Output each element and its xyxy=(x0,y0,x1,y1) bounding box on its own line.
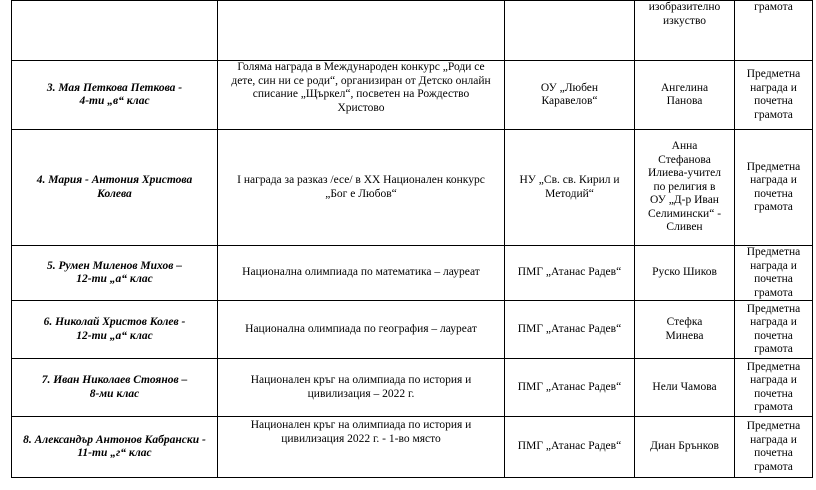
award-cell xyxy=(735,130,813,246)
cell-text-line: списание „Щъркел“, посветен на Рождество xyxy=(252,88,470,100)
cell-text-line: Предметна xyxy=(746,360,801,373)
cell-text-line: Национална олимпиада по математика – лауреат xyxy=(242,266,480,279)
school-cell xyxy=(505,130,635,246)
student-cell xyxy=(12,246,218,301)
cell-text-line: изкуство xyxy=(662,14,707,27)
cell-text-line: 5. Румен Миленов Михов – xyxy=(47,259,182,272)
teacher-cell xyxy=(635,61,735,130)
cell-text-line: Сливен xyxy=(666,221,703,234)
cell-text-line: цивилизация 2022 г. - 1-во място xyxy=(281,432,441,445)
cell-text-line: Панова xyxy=(666,95,703,107)
cell-text-line: Стефка xyxy=(666,316,703,328)
cell-text-line: почетна xyxy=(754,387,793,400)
award-cell xyxy=(735,359,813,417)
cell-text-line: награда и xyxy=(750,81,797,94)
student-cell xyxy=(12,359,218,417)
cell-text-line: Методий“ xyxy=(545,187,594,200)
cell-text-line: по религия в xyxy=(653,180,716,193)
cell-text-line: Селимински“ - xyxy=(647,207,722,220)
cell-text-line: Стефанова xyxy=(658,153,711,166)
cell-text-line: Голяма награда в Международен конкурс „Роди се xyxy=(237,61,485,73)
award-cell xyxy=(735,1,813,61)
school-cell xyxy=(505,417,635,478)
cell-text-line: Диан Брънков xyxy=(650,440,719,453)
table-row xyxy=(12,246,813,301)
cell-text-line: грамота xyxy=(754,201,793,213)
achievement-cell xyxy=(218,130,505,246)
cell-text-line: Минева xyxy=(665,329,704,342)
cell-text-line: 7. Иван Николаев Стоянов – xyxy=(41,374,188,386)
awards-table xyxy=(11,0,813,478)
cell-text-line: Национален кръг на олимпиада по история и xyxy=(250,419,472,431)
achievement-cell xyxy=(218,246,505,301)
cell-text-line: Предметна xyxy=(746,420,801,432)
cell-text-line: награда и xyxy=(750,316,797,328)
cell-text-line: Предметна xyxy=(746,160,801,173)
table-row xyxy=(12,61,813,130)
cell-text-line: ПМГ „Атанас Радев“ xyxy=(517,322,622,335)
cell-text-line: „Бог е Любов“ xyxy=(325,187,397,200)
cell-text-line: Руско Шиков xyxy=(652,266,717,279)
cell-text-line: грамота xyxy=(754,460,793,473)
cell-text-line: награда и xyxy=(750,433,797,446)
cell-text-line: награда и xyxy=(750,259,797,272)
cell-text-line: 12-ти „а“ клас xyxy=(76,329,153,342)
cell-text-line: Национален кръг на олимпиада по история и xyxy=(250,374,472,386)
cell-text-line: почетна xyxy=(754,273,793,285)
student-cell xyxy=(12,130,218,246)
cell-text-line: ОУ „Любен xyxy=(540,81,599,94)
cell-text-line: Илиева-учител xyxy=(647,167,722,180)
table-row xyxy=(12,130,813,246)
teacher-cell xyxy=(635,417,735,478)
award-cell xyxy=(735,301,813,359)
cell-text-line: Предметна xyxy=(746,68,801,80)
school-cell xyxy=(505,61,635,130)
cell-text-line: ПМГ „Атанас Радев“ xyxy=(517,380,622,393)
school-cell xyxy=(505,246,635,301)
teacher-cell xyxy=(635,1,735,61)
cell-text-line: НУ „Св. св. Кирил и xyxy=(519,174,620,186)
cell-text-line: 11-ти „г“ клас xyxy=(77,447,152,459)
cell-text-line: Христово xyxy=(337,101,385,114)
cell-text-line: грамота xyxy=(754,286,793,299)
table-row xyxy=(12,1,813,61)
award-cell xyxy=(735,61,813,130)
cell-text-line: почетна xyxy=(754,95,793,107)
cell-text-line: грамота xyxy=(754,343,793,355)
teacher-cell xyxy=(635,130,735,246)
achievement-cell xyxy=(218,61,505,130)
cell-text-line: 8. Александър Антонов Кабрански - xyxy=(23,433,206,446)
cell-text-line: грамота xyxy=(754,401,793,413)
cell-text-line: грамота xyxy=(754,108,793,121)
cell-text-line: почетна xyxy=(754,447,793,459)
cell-text-line: 4. Мария - Антония Христова xyxy=(36,174,193,186)
student-cell xyxy=(12,61,218,130)
cell-text-line: 12-ти „а“ клас xyxy=(76,273,153,285)
cell-text-line: изобразително xyxy=(648,1,721,13)
school-cell xyxy=(505,301,635,359)
cell-text-line: награда и xyxy=(750,174,797,186)
cell-text-line: почетна xyxy=(754,187,793,200)
table-row xyxy=(12,417,813,478)
student-cell xyxy=(12,417,218,478)
cell-text-line: дете, син ни се роди“, организиран от Детско онлайн xyxy=(231,74,491,87)
cell-text-line: ПМГ „Атанас Радев“ xyxy=(517,440,622,453)
cell-text-line: ОУ „Д-р Иван xyxy=(650,194,719,207)
school-cell xyxy=(505,1,635,61)
teacher-cell xyxy=(635,246,735,301)
cell-text-line: Колева xyxy=(97,187,132,200)
cell-text-line: 6. Николай Христов Колев - xyxy=(43,316,186,328)
student-cell xyxy=(12,301,218,359)
cell-text-line: награда и xyxy=(750,374,797,386)
cell-text-line: Национална олимпиада по география – лауреат xyxy=(245,322,477,335)
achievement-cell xyxy=(218,417,505,478)
teacher-cell xyxy=(635,301,735,359)
cell-text-line: 8-ми клас xyxy=(89,387,140,400)
student-cell xyxy=(12,1,218,61)
cell-text-line: 4-ти „в“ клас xyxy=(79,95,150,107)
cell-text-line: ПМГ „Атанас Радев“ xyxy=(517,266,622,279)
cell-text-line: цивилизация – 2022 г. xyxy=(307,387,415,400)
cell-text-line: 3. Мая Петкова Петкова - xyxy=(46,81,183,94)
cell-text-line: почетна xyxy=(754,329,793,342)
award-cell xyxy=(735,417,813,478)
table-row xyxy=(12,301,813,359)
table-row xyxy=(12,359,813,417)
award-cell xyxy=(735,246,813,301)
cell-text-line: Предметна xyxy=(746,302,801,315)
cell-text-line: Предметна xyxy=(746,246,801,258)
cell-text-line: грамота xyxy=(754,1,793,13)
achievement-cell xyxy=(218,359,505,417)
achievement-cell xyxy=(218,1,505,61)
cell-text-line: Ангелина xyxy=(660,81,709,94)
cell-text-line: Анна xyxy=(671,140,698,153)
achievement-cell xyxy=(218,301,505,359)
school-cell xyxy=(505,359,635,417)
cell-text-line: Каравелов“ xyxy=(541,95,598,107)
cell-text-line: Нели Чамова xyxy=(652,380,717,393)
cell-text-line: I награда за разказ /есе/ в XX Национален конкурс xyxy=(237,174,485,186)
teacher-cell xyxy=(635,359,735,417)
